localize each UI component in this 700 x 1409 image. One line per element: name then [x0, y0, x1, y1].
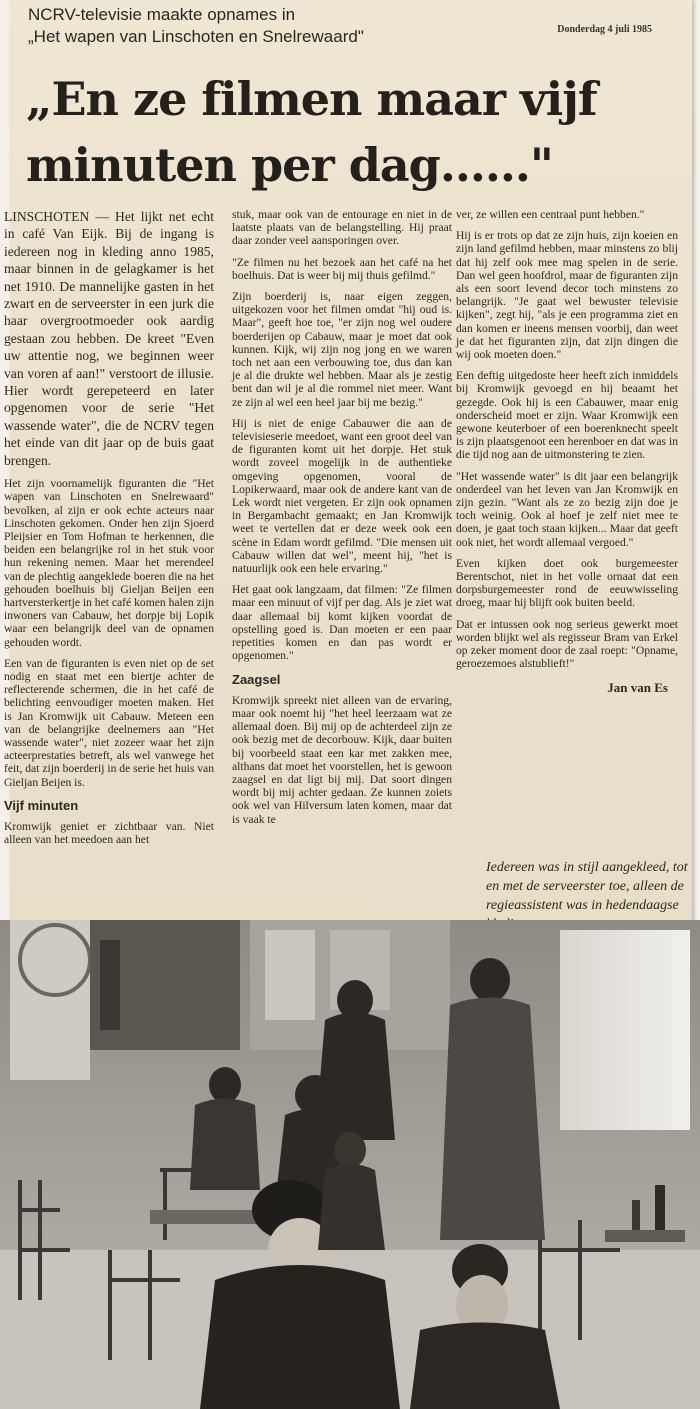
column-1-body [4, 477, 214, 846]
paragraph: Even kijken doet ook burgemeester Berentschot, niet in het volle ornaat dat een dorpsburgemeester rond de eeuwwisseling droeg, maar hij blijft ook buiten beeld. [456, 556, 678, 610]
paragraph: Kromwijk spreekt niet alleen van de ervaring, maar ook noemt hij "het heel leerzaam wat ze allemaal doen. Bij mij op de achterdeel zijn ze ook bezig met de decorbouw. Kijk, daar buiten bij voorbeeld staat een kar met zakken mee, althans dat moet het voorstellen, het is gewoon zaagsel en dat ligt bij mij. Dat soort dingen wordt bij mij achter gedaan. Ze kunnen zoiets ook wel van Hilversum laten komen, maar dat is vaak te [232, 693, 452, 826]
lead-paragraph: LINSCHOTEN — Het lijkt net echt in café Van Eijk. Bij de ingang is iedereen nog in kleding anno 1985, maar binnen in de gelagkamer is het net 1910. De mannelijke gasten in het zwart en de serveerster in een jurk die haar overgrootmoeder ook aardig gestaan zou hebben. De kreet "Even uw attentie nog, we beginnen weer van voren af aan!" verstoort de illusie. Hier wordt gerepeteerd en later opgenomen voor de serie "Het wassende water", die de NCRV tegen het einde van dit jaar op de buis gaat brengen. [4, 209, 214, 468]
headline: „En ze filmen maar vijf minuten per dag......" [26, 72, 597, 192]
subhead-zaagsel: Zaagsel [232, 671, 281, 687]
paragraph: "Het wassende water" is dit jaar een belangrijk onderdeel van het leven van Jan Kromwijk en zijn gezin. "Want als ze zo bezig zijn doe je toch weinig. Ook al hoef je zelf niet mee te doen, je gaat toch staan kijken... Maar dat geeft ook niet, het wordt allemaal vergoed." [456, 469, 678, 549]
photo-caption: Iedereen was in stijl aangekleed, tot en met de serveerster toe, alleen de regieassistent was in hedendaagse [486, 860, 688, 913]
paragraph: stuk, maar ook van de entourage en niet in de laatste plaats van de belangstelling. Hij praat daar zonder veel aansporingen over. [232, 208, 452, 248]
paragraph: Hij is er trots op dat ze zijn huis, zijn koeien en zijn land gefilmd hebben, maar minstens zo blij dat hij zelf ook mee mag spelen in de serie. Dan wel geen hoofdrol, maar de figuranten zijn als een soort levend decor toch minstens zo belangrijk. "Je gaat wel bewuster televisie kijken", zegt hij, "als je een programma ziet en dan komen er ineens mensen voorbij, dan weet je dat het figuranten zijn, dat zijn dingen die wij ook moeten doen." [456, 229, 678, 362]
column-2 [232, 208, 452, 834]
cafe-scene-photo [0, 920, 700, 1409]
column-1 [4, 208, 214, 854]
paragraph: Het gaat ook langzaam, dat filmen: "Ze filmen maar een minuut of vijf per dag. Als je ziet wat daar allemaal bij komt kijken voordat de opstelling goed is. Dan moeten er een paar repetities komen en dan pas wordt er opgenomen." [232, 583, 452, 663]
paragraph: Kromwijk geniet er zichtbaar van. Niet alleen van het meedoen aan het [4, 819, 214, 847]
paragraph: Het zijn voornamelijk figuranten die "Het wapen van Linschoten en Snelrewaard" bevolken, al zijn er ook echte acteurs naar Linschoten gekomen. Onder hen zijn Sjoerd Pleijsier en Tom Hofman te herkennen, die beiden een belangrijke rol in het stuk voor hun rekening nemen. Maar het merendeel van de plechtig aangeklede boeren die na het gehouden boelhuis bij Gieljan Beijen een hartversterkertje in het café komen halen zijn inwoners van Cabauw, het dorpje bij Lopik waar een belangrijk deel van de opnamen gehouden wordt. [4, 477, 214, 649]
kicker: NCRV-televisie maakte opnames in „Het wapen van Linschoten en Snelrewaard" [28, 5, 364, 46]
paragraph: Een van de figuranten is even niet op de set nodig en staat met een biertje achter de reflecterende schermen, die in het café de belichting eenvoudiger moeten maken. Het is Jan Kromwijk uit Cabauw. Meteen een van de belangrijke deelnemers aan "Het wassende water", niet zozeer waar het zijn acteerprestaties betreft, als wel vanwege het feit, dat zijn boerderij in de serie het huis van Gieljan Beijen is. [4, 656, 214, 789]
paragraph: Hij is niet de enige Cabauwer die aan de televisieserie meedoet, want een groot deel van de figuranten komt uit het dorpje. Het stuk wordt zoveel mogelijk in de authentieke omgeving opgenomen, vooral de Lopikerwaard, maar ook de andere kant van de Lek wordt niet vergeten. Er zijn ook opnamen in Bergambacht gemaakt; en Jan Kromwijk weet te vertellen dat er deze week ook een scène in Edam wordt gefilmd. "Die mensen uit Cabauw willen dat wel", meent hij, "het is natuurlijk ook een hele ervaring." [232, 416, 452, 576]
paragraph: Dat er intussen ook nog serieus gewerkt moet worden blijkt wel als regisseur Bram van Erkel op zeker moment door de zaal roept: "Opname, geroezemoes alstublieft!" [456, 617, 678, 671]
paragraph: Een deftig uitgedoste heer heeft zich inmiddels bij Kromwijk gevoegd en hij beaamt het gezegde. Ook hij is een Cabauwer, maar enig onderscheid moet er zijn. Waar Kromwijk een gewone keuterboer of een boerenknecht speelt is zijn plaatsgenoot een herenboer en dat was in die tijd nog aan de uitmonstering te zien. [456, 369, 678, 462]
publication-date: Donderdag 4 juli 1985 [557, 24, 652, 35]
author-signature: Jan van Es [607, 679, 668, 695]
paragraph: "Ze filmen nu het bezoek aan het café na het boelhuis. Dat is weer bij mij thuis gefilmd." [232, 255, 452, 282]
paragraph: ver, ze willen een centraal punt hebben." [456, 208, 645, 221]
paragraph: Zijn boerderij is, naar eigen zeggen, uitgekozen voor het filmen omdat "hij oud is. Maar", geeft hoe toe, "er zijn nog wel oudere boerderijen op Cabauw, maar je moet dat ook kunnen. Kijk, wij zijn nog jong en we waren toch net aan een verbouwing toe, dus dan kan je al die drukte wel hebben. Maar als je zestig bent dan wil je al die rommel niet meer. Want ze zijn al wel een heel jaar bij me bezig." [232, 290, 452, 409]
column-3 [456, 208, 678, 694]
subhead-vijf-minuten: Vijf minuten [4, 797, 79, 813]
